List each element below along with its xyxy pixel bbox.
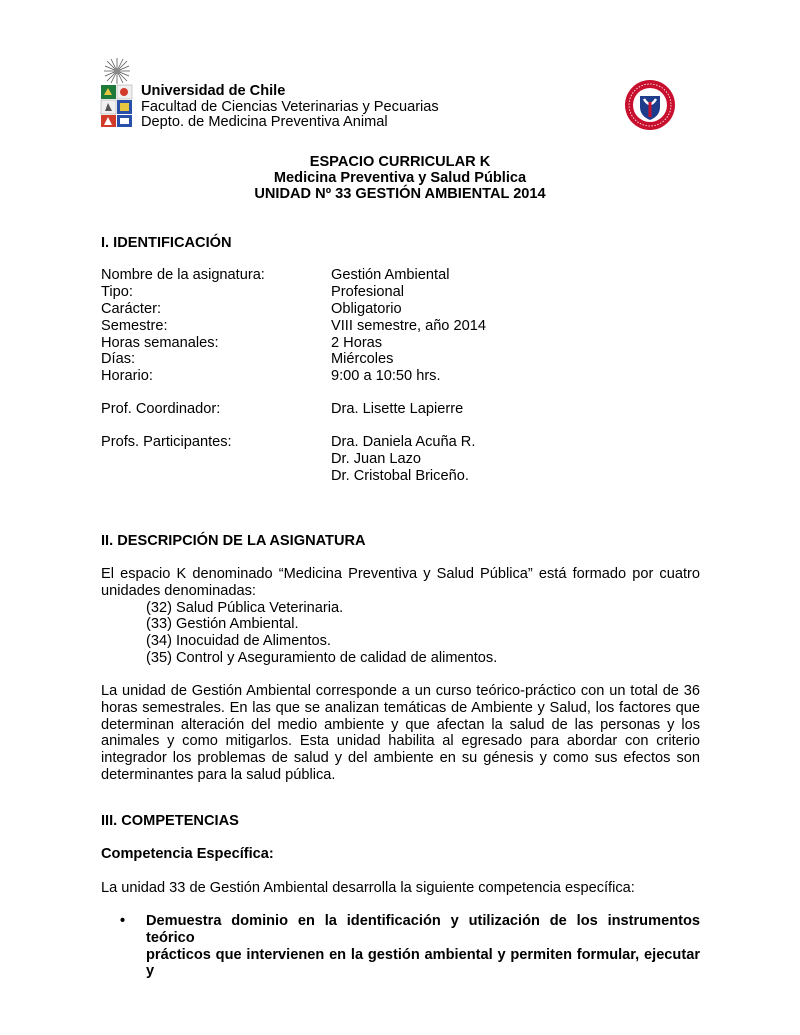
text-line: El espacio K denominado “Medicina Preventiva y Salud Pública” está formado por cuatro [101, 566, 700, 582]
text-line: horas semestrales. En las que se analizan temáticas de Ambiente y Salud, los factores que [101, 699, 700, 716]
descripcion-intro [101, 566, 700, 600]
descripcion-paragraph [101, 683, 700, 784]
participant-name: Dra. Daniela Acuña R. [331, 434, 476, 450]
text-line: Demuestra dominio en la identificación y utilización de los instrumentos teórico [146, 913, 700, 946]
field-value: VIII semestre, año 2014 [331, 318, 486, 334]
field-label: Días: [101, 351, 136, 367]
field-value: 9:00 a 10:50 hrs. [331, 368, 441, 384]
field-label: Semestre: [101, 318, 168, 334]
coordinator-label: Prof. Coordinador: [101, 401, 221, 417]
competencia-bullet-text [146, 913, 700, 980]
department-name: Depto. de Medicina Preventiva Animal [141, 114, 388, 130]
faculty-seal-logo [624, 79, 676, 131]
unit-list-item: (34) Inocuidad de Alimentos. [146, 633, 331, 649]
text-line: La unidad de Gestión Ambiental corresponde a un curso teórico-práctico con un total de 36 [101, 683, 700, 699]
participant-name: Dr. Cristobal Briceño. [331, 468, 469, 484]
field-label: Carácter: [101, 301, 162, 317]
text-line: integrador los problemas de salud y del ambiente en su génesis y como sus efectos son [101, 750, 700, 767]
section-identificacion-heading: I. IDENTIFICACIÓN [101, 235, 232, 251]
unit-list-item: (32) Salud Pública Veterinaria. [146, 600, 344, 616]
text-line: determinan alteración del medio ambiente y que afectan la salud de las personas y los [101, 716, 700, 733]
unit-list-item: (35) Control y Aseguramiento de calidad de alimentos. [146, 650, 498, 666]
section-competencias-heading: III. COMPETENCIAS [101, 813, 239, 829]
university-crest-logo [98, 55, 136, 133]
field-label: Horario: [101, 368, 153, 384]
text-line: prácticos que intervienen en la gestión ambiental y permiten formular, ejecutar y [146, 946, 700, 980]
field-value: Gestión Ambiental [331, 267, 450, 283]
field-value: Obligatorio [331, 301, 402, 317]
field-label: Horas semanales: [101, 335, 219, 351]
text-line: animales y como mitigarlos. Esta unidad habilita al egresado para abordar con criterio [101, 733, 700, 750]
title-line-3: UNIDAD Nº 33 GESTIÓN AMBIENTAL 2014 [254, 186, 546, 202]
field-value: Profesional [331, 284, 405, 300]
coordinator-name: Dra. Lisette Lapierre [331, 401, 464, 417]
title-line-2: Medicina Preventiva y Salud Pública [273, 170, 527, 186]
field-label: Tipo: [101, 284, 133, 300]
text-line: unidades denominadas: [101, 582, 256, 599]
participant-name: Dr. Juan Lazo [331, 451, 422, 467]
title-line-1: ESPACIO CURRICULAR K [309, 154, 491, 170]
participants-label: Profs. Participantes: [101, 434, 232, 450]
unit-list-item: (33) Gestión Ambiental. [146, 616, 299, 632]
text-line: determinantes para la salud pública. [101, 766, 336, 783]
faculty-name: Facultad de Ciencias Veterinarias y Pecuarias [141, 99, 439, 115]
university-name: Universidad de Chile [141, 83, 286, 99]
competencia-especifica-subheading: Competencia Específica: [101, 846, 274, 862]
field-label: Nombre de la asignatura: [101, 267, 265, 283]
field-value: 2 Horas [331, 335, 383, 351]
section-descripcion-heading: II. DESCRIPCIÓN DE LA ASIGNATURA [101, 533, 366, 549]
field-value: Miércoles [331, 351, 394, 367]
bullet-icon: • [120, 913, 126, 929]
competencia-intro: La unidad 33 de Gestión Ambiental desarrolla la siguiente competencia específica: [101, 880, 635, 896]
